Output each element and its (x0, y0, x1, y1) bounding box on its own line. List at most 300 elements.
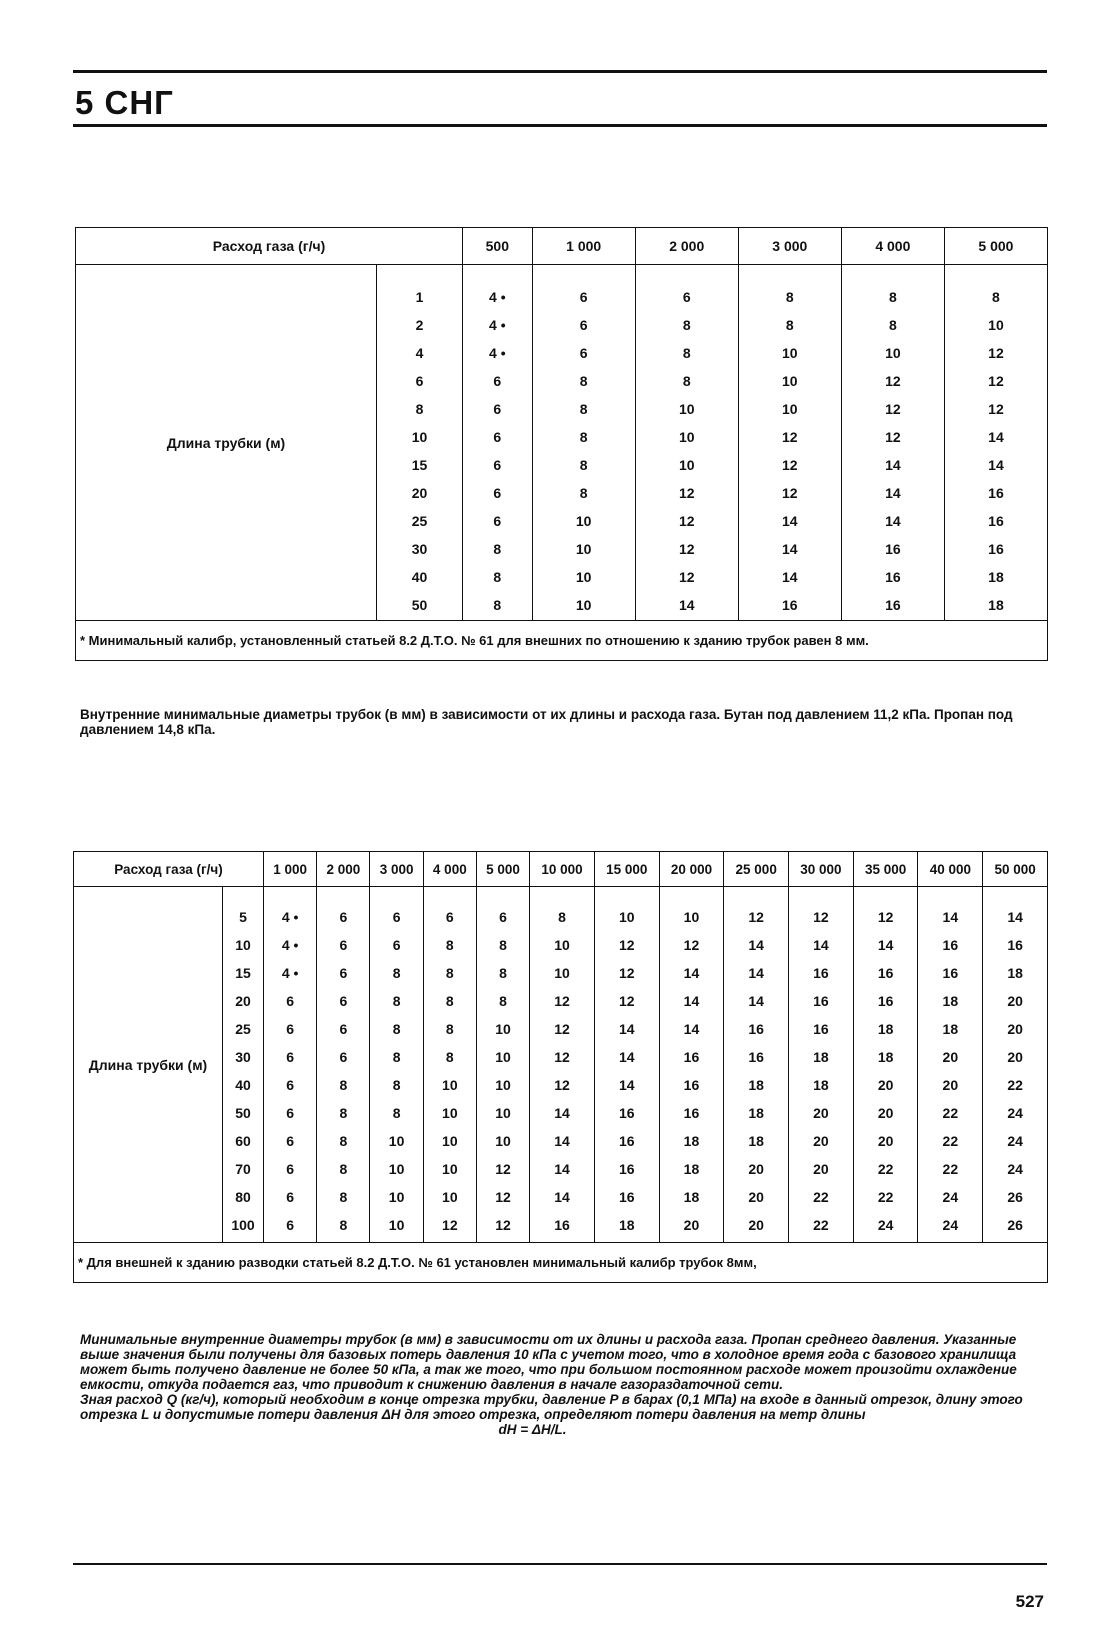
table-cell: 12 (782, 429, 798, 445)
table-cell: 22 (877, 1161, 894, 1177)
table-cell: 6 (493, 485, 502, 501)
table-cell: 20 (813, 1161, 829, 1177)
value-column (659, 887, 724, 1243)
table-body-row (74, 887, 1048, 1243)
value-column (853, 887, 918, 1243)
table-cell: 8 (579, 401, 588, 417)
value-column (594, 887, 659, 1243)
table-cell: 4 (415, 345, 424, 361)
flow-header: 1 000 (264, 852, 317, 887)
footnote: * Минимальный калибр, установленный статьей 8.2 Д.Т.О. № 61 для внешних по отношению к зданию трубок равен 8 мм. (76, 621, 1048, 661)
table-cell: 14 (554, 1189, 570, 1205)
table-cell: 8 (682, 345, 691, 361)
table-cell: 12 (678, 485, 695, 501)
table-cell: 10 (411, 429, 428, 445)
table-cell: 10 (618, 909, 635, 925)
table-cell: 18 (877, 1021, 894, 1037)
table-cell: 8 (392, 1077, 401, 1093)
table-cell: 20 (748, 1189, 764, 1205)
value-column (532, 265, 635, 621)
table-cell: 18 (813, 1049, 829, 1065)
table-cell: 18 (813, 1077, 829, 1093)
table-cell: 8 (992, 289, 1000, 305)
table-cell: 12 (885, 429, 901, 445)
table-cell: 6 (286, 1105, 295, 1121)
table-cell: 20 (1007, 993, 1023, 1009)
table-cell: 6 (579, 345, 588, 361)
flow-header: 10 000 (530, 852, 595, 887)
table-cell: 12 (554, 1021, 570, 1037)
table-cell: 12 (988, 345, 1004, 361)
table-footnote-row (76, 621, 1048, 661)
table-cell: 16 (1007, 937, 1023, 953)
table-cell: 8 (493, 569, 502, 585)
table-cell: 12 (554, 1077, 570, 1093)
table-cell: 6 (445, 909, 454, 925)
table-cell: 18 (748, 1077, 764, 1093)
table-cell: 10 (575, 513, 592, 529)
table-cell: 8 (392, 965, 401, 981)
table-cell: 18 (683, 1161, 700, 1177)
table-cell: 10 (388, 1189, 405, 1205)
table-cell: 8 (415, 401, 424, 417)
value-column (370, 887, 423, 1243)
table-cell: 25 (411, 513, 428, 529)
table-cell: 1 (415, 289, 424, 305)
table-cell: 16 (748, 1049, 764, 1065)
table-cell: 10 (495, 1133, 511, 1149)
table-cell: 14 (813, 937, 829, 953)
table-cell: 70 (235, 1161, 251, 1177)
table-cell: 8 (339, 1133, 348, 1149)
flow-header: 3 000 (738, 228, 841, 265)
value-column (944, 265, 1047, 621)
table-cell: 12 (678, 541, 695, 557)
table-cell: 24 (1007, 1133, 1023, 1149)
table-cell: 24 (942, 1189, 959, 1205)
table-cell: 6 (286, 1133, 295, 1149)
formula: dH = ΔH/L. (498, 1422, 567, 1437)
table-cell: 12 (988, 401, 1004, 417)
table-cell: 16 (813, 965, 829, 981)
table-cell: 14 (748, 993, 764, 1009)
table-cell: 15 (235, 965, 251, 981)
length-label: Длина трубки (м) (76, 265, 377, 621)
table-cell: 25 (235, 1021, 251, 1037)
table-cell: 12 (813, 909, 829, 925)
table-cell: 8 (888, 317, 897, 333)
table-cell: 20 (877, 1105, 894, 1121)
table-cell: 6 (392, 909, 401, 925)
table-cell: 20 (411, 485, 428, 501)
table-cell: 18 (683, 1133, 700, 1149)
table-cell: 10 (683, 909, 700, 925)
table-cell: 6 (286, 1077, 295, 1093)
table-cell: 22 (1007, 1077, 1023, 1093)
table-cell: 4 • (281, 965, 299, 981)
table-cell: 8 (579, 485, 588, 501)
flow-header: 1 000 (532, 228, 635, 265)
bottom-rule (73, 1563, 1047, 1565)
table-cell: 18 (748, 1105, 764, 1121)
table-cell: 6 (286, 1217, 295, 1233)
table-cell: 8 (579, 373, 588, 389)
table-cell: 8 (785, 317, 794, 333)
table-cell: 20 (748, 1217, 764, 1233)
table-cell: 12 (877, 909, 894, 925)
table-footnote-row (74, 1243, 1048, 1283)
table-cell: 12 (748, 909, 764, 925)
table-cell: 6 (493, 429, 502, 445)
table-cell: 8 (445, 965, 454, 981)
caption-2-paragraph-2: Зная расход Q (кг/ч), который необходим в конце отрезка трубки, давление P в барах (0,1 МПа) на входе в данный отрезок, длину этого отрезка L и допустимые потери давления ΔH для этого отрезка, определяют потери давления на метр длины (80, 1392, 1023, 1422)
table-cell: 10 (442, 1133, 458, 1149)
table-cell: 10 (388, 1133, 405, 1149)
flow-label: Расход газа (г/ч) (74, 852, 264, 887)
table-cell: 8 (558, 909, 566, 925)
table-cell: 10 (495, 1077, 511, 1093)
table-cell: 8 (888, 289, 897, 305)
value-column (423, 887, 476, 1243)
table-cell: 12 (885, 401, 901, 417)
value-column (738, 265, 841, 621)
table-cell: 4 • (489, 317, 506, 333)
table-cell: 14 (554, 1133, 570, 1149)
flow-label: Расход газа (г/ч) (76, 228, 463, 265)
table-cell: 15 (411, 457, 428, 473)
table-cell: 14 (554, 1161, 570, 1177)
value-column (463, 265, 533, 621)
table-cell: 10 (442, 1077, 458, 1093)
table-cell: 8 (499, 937, 507, 953)
value-column (841, 265, 944, 621)
table-cell: 16 (877, 993, 894, 1009)
table-cell: 14 (618, 1021, 635, 1037)
table-cell: 6 (579, 317, 588, 333)
table-cell: 16 (885, 541, 901, 557)
flow-header: 5 000 (944, 228, 1047, 265)
table-cell: 4 • (489, 345, 506, 361)
table-cell: 14 (1007, 909, 1023, 925)
table-cell: 6 (339, 993, 348, 1009)
table-cell: 40 (235, 1077, 251, 1093)
footnote: * Для внешней к зданию разводки статьей 8.2 Д.Т.О. № 61 установлен минимальный калибр трубок 8мм, (74, 1243, 1048, 1283)
table-cell: 24 (1007, 1161, 1023, 1177)
table-cell: 20 (1007, 1021, 1023, 1037)
table-cell: 14 (877, 937, 894, 953)
table-cell: 10 (388, 1161, 405, 1177)
table-cell: 14 (782, 569, 798, 585)
table-cell: 16 (813, 993, 829, 1009)
table-cell: 14 (618, 1049, 635, 1065)
table-cell: 8 (339, 1105, 348, 1121)
table-header-row (76, 228, 1048, 265)
top-rule-2 (73, 124, 1047, 127)
table-cell: 8 (392, 993, 401, 1009)
table-cell: 22 (942, 1105, 959, 1121)
table-cell: 10 (495, 1021, 511, 1037)
table-cell: 24 (1007, 1105, 1023, 1121)
flow-header: 3 000 (370, 852, 423, 887)
table-cell: 8 (493, 597, 502, 613)
table-cell: 20 (813, 1133, 829, 1149)
table-cell: 6 (286, 1161, 295, 1177)
table-header-row (74, 852, 1048, 887)
table-cell: 24 (942, 1217, 959, 1233)
table-cell: 8 (499, 993, 507, 1009)
table-cell: 80 (235, 1189, 251, 1205)
table-cell: 40 (411, 569, 428, 585)
table-cell: 14 (782, 513, 798, 529)
length-column (377, 265, 463, 621)
table-cell: 22 (877, 1189, 894, 1205)
table-cell: 50 (235, 1105, 251, 1121)
table-cell: 16 (683, 1105, 700, 1121)
table-cell: 16 (782, 597, 798, 613)
table-cell: 16 (877, 965, 894, 981)
table-cell: 22 (813, 1217, 829, 1233)
table-cell: 6 (493, 513, 502, 529)
table-cell: 8 (445, 1049, 454, 1065)
table-cell: 10 (495, 1105, 511, 1121)
table-cell: 6 (493, 373, 502, 389)
value-column (724, 887, 789, 1243)
table-cell: 6 (493, 457, 502, 473)
table-cell: 12 (678, 513, 695, 529)
flow-header: 30 000 (789, 852, 854, 887)
table-cell: 18 (1007, 965, 1023, 981)
table-cell: 12 (442, 1217, 458, 1233)
table-cell: 16 (618, 1133, 635, 1149)
value-column (789, 887, 854, 1243)
table-cell: 12 (678, 569, 695, 585)
table-cell: 6 (415, 373, 424, 389)
flow-header: 5 000 (476, 852, 529, 887)
table-cell: 10 (554, 965, 570, 981)
flow-header: 4 000 (841, 228, 944, 265)
table-cell: 16 (618, 1189, 635, 1205)
flow-header: 40 000 (918, 852, 983, 887)
table-cell: 6 (339, 937, 348, 953)
table-cell: 12 (782, 485, 798, 501)
table-cell: 10 (678, 429, 695, 445)
table-cell: 12 (782, 457, 798, 473)
table-cell: 2 (415, 317, 424, 333)
table-cell: 8 (445, 993, 454, 1009)
table-cell: 6 (339, 1049, 348, 1065)
table-cell: 14 (885, 485, 901, 501)
table-cell: 6 (499, 909, 507, 925)
table-cell: 16 (618, 1105, 635, 1121)
table-cell: 14 (942, 909, 959, 925)
table-cell: 16 (885, 597, 901, 613)
table-cell: 18 (988, 597, 1004, 613)
table-cell: 14 (683, 965, 700, 981)
table-cell: 14 (748, 965, 764, 981)
table-cell: 10 (782, 401, 798, 417)
table-cell: 6 (339, 909, 348, 925)
table-cell: 10 (235, 937, 251, 953)
table-cell: 22 (942, 1133, 959, 1149)
table-cell: 26 (1007, 1189, 1023, 1205)
table-cell: 8 (392, 1021, 401, 1037)
table-cell: 16 (942, 965, 959, 981)
table-cell: 16 (942, 937, 959, 953)
table-cell: 16 (748, 1021, 764, 1037)
value-column (476, 887, 529, 1243)
table-cell: 12 (618, 993, 635, 1009)
value-column (635, 265, 738, 621)
value-column (983, 887, 1048, 1243)
caption-2 (80, 1332, 1045, 1437)
table-cell: 16 (988, 485, 1004, 501)
table-cell: 20 (942, 1077, 959, 1093)
table-cell: 6 (286, 1189, 295, 1205)
table-cell: 14 (678, 597, 695, 613)
table-cell: 18 (683, 1189, 700, 1205)
table-cell: 10 (554, 937, 570, 953)
table-cell: 16 (683, 1049, 700, 1065)
table-cell: 16 (885, 569, 901, 585)
table-cell: 16 (618, 1161, 635, 1177)
table-cell: 8 (339, 1189, 348, 1205)
table-cell: 20 (748, 1161, 764, 1177)
flow-header: 35 000 (853, 852, 918, 887)
table-cell: 10 (782, 373, 798, 389)
table-cell: 6 (339, 1021, 348, 1037)
flow-header: 2 000 (635, 228, 738, 265)
table-cell: 14 (554, 1105, 570, 1121)
table-cell: 18 (988, 569, 1004, 585)
table-cell: 18 (748, 1133, 764, 1149)
table-body-row (76, 265, 1048, 621)
table-cell: 20 (877, 1077, 894, 1093)
table-cell: 10 (575, 569, 592, 585)
flow-header: 50 000 (983, 852, 1048, 887)
table-cell: 12 (495, 1189, 511, 1205)
value-column (530, 887, 595, 1243)
table-butane-propane (75, 227, 1048, 661)
table-cell: 6 (286, 1021, 295, 1037)
table-cell: 22 (942, 1161, 959, 1177)
table-cell: 14 (618, 1077, 635, 1093)
flow-header: 4 000 (423, 852, 476, 887)
table-cell: 10 (442, 1105, 458, 1121)
table-cell: 50 (411, 597, 428, 613)
table-cell: 20 (1007, 1049, 1023, 1065)
table-cell: 8 (339, 1077, 348, 1093)
table-cell: 6 (339, 965, 348, 981)
table-cell: 20 (235, 993, 251, 1009)
table-cell: 16 (988, 541, 1004, 557)
table-cell: 18 (942, 993, 959, 1009)
table-cell: 12 (618, 965, 635, 981)
table-cell: 14 (988, 457, 1004, 473)
table-cell: 6 (286, 993, 295, 1009)
length-column (223, 887, 264, 1243)
page-number: 527 (1015, 1592, 1044, 1611)
top-rule-1 (73, 70, 1047, 73)
table-cell: 5 (239, 909, 247, 925)
flow-header: 15 000 (594, 852, 659, 887)
table-cell: 8 (682, 373, 691, 389)
table-cell: 12 (495, 1161, 511, 1177)
value-column (317, 887, 370, 1243)
table-cell: 10 (782, 345, 798, 361)
table-cell: 12 (554, 1049, 570, 1065)
table-cell: 16 (683, 1077, 700, 1093)
table-cell: 4 • (281, 909, 299, 925)
table-cell: 10 (575, 541, 592, 557)
value-column (918, 887, 983, 1243)
table-cell: 6 (579, 289, 588, 305)
caption-1: Внутренние минимальные диаметры трубок (в мм) в зависимости от их длины и расхода газа. Бутан под давлением 11,2 кПа. Пропан под давлением 14,8 кПа. (80, 707, 1013, 737)
table-cell: 8 (445, 1021, 454, 1037)
table-cell: 14 (988, 429, 1004, 445)
table-cell: 18 (942, 1021, 959, 1037)
table-cell: 8 (392, 1049, 401, 1065)
table-cell: 6 (493, 401, 502, 417)
length-label: Длина трубки (м) (74, 887, 223, 1243)
flow-header: 500 (463, 228, 533, 265)
table-cell: 30 (235, 1049, 251, 1065)
table-cell: 8 (499, 965, 507, 981)
table-cell: 14 (683, 1021, 700, 1037)
table-cell: 16 (988, 513, 1004, 529)
value-column (264, 887, 317, 1243)
table-cell: 12 (885, 373, 901, 389)
table-cell: 16 (813, 1021, 829, 1037)
table-cell: 26 (1007, 1217, 1023, 1233)
table-cell: 8 (445, 937, 454, 953)
table-cell: 14 (748, 937, 764, 953)
table-cell: 100 (231, 1217, 255, 1233)
table-cell: 6 (682, 289, 691, 305)
table-cell: 6 (392, 937, 401, 953)
flow-header: 2 000 (317, 852, 370, 887)
table-cell: 8 (339, 1217, 348, 1233)
table-cell: 30 (411, 541, 428, 557)
table-cell: 24 (877, 1217, 894, 1233)
table-cell: 14 (885, 457, 901, 473)
table-cell: 18 (618, 1217, 635, 1233)
table-cell: 14 (782, 541, 798, 557)
table-cell: 20 (683, 1217, 700, 1233)
table-cell: 12 (554, 993, 570, 1009)
table-cell: 8 (579, 429, 588, 445)
table-cell: 8 (339, 1161, 348, 1177)
table-cell: 8 (579, 457, 588, 473)
table-cell: 16 (554, 1217, 570, 1233)
table-cell: 18 (877, 1049, 894, 1065)
table-cell: 10 (678, 401, 695, 417)
table-cell: 4 • (281, 937, 299, 953)
table-cell: 10 (575, 597, 592, 613)
table-cell: 20 (877, 1133, 894, 1149)
table-cell: 10 (442, 1161, 458, 1177)
table-cell: 8 (392, 1105, 401, 1121)
table-cell: 22 (813, 1189, 829, 1205)
table-cell: 14 (885, 513, 901, 529)
table-cell: 12 (495, 1217, 511, 1233)
table-cell: 60 (235, 1133, 251, 1149)
table-cell: 10 (442, 1189, 458, 1205)
table-cell: 10 (885, 345, 901, 361)
flow-header: 20 000 (659, 852, 724, 887)
table-cell: 10 (678, 457, 695, 473)
table-cell: 20 (813, 1105, 829, 1121)
flow-header: 25 000 (724, 852, 789, 887)
